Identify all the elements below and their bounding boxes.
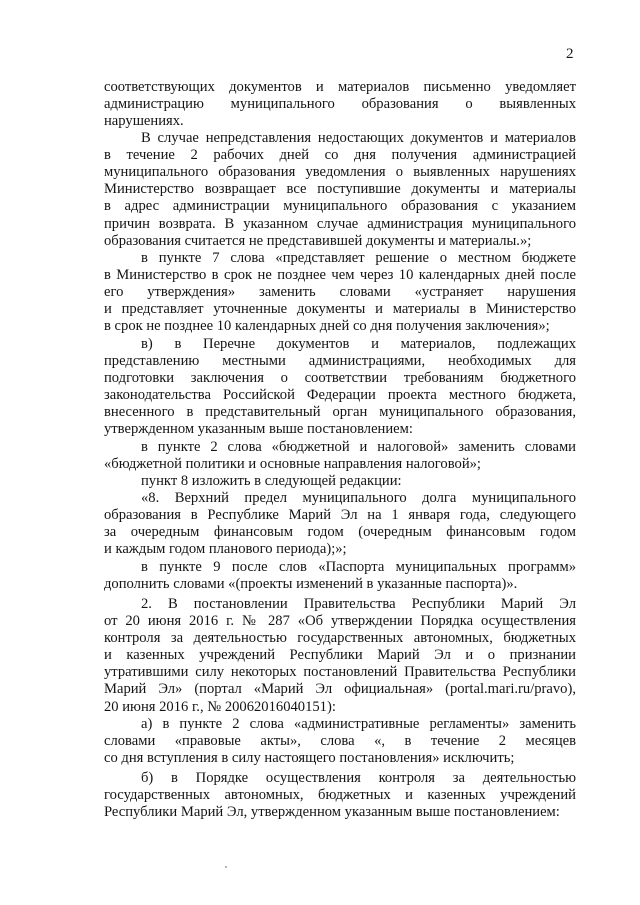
text-line: со дня вступления в силу настоящего постановления» исключить; xyxy=(104,750,515,766)
text-line: Марий Эл» (портал «Марий Эл официальная» (portal.mari.ru/pravo), xyxy=(104,681,576,697)
text-line: представлению местными администрациями, необходимых для xyxy=(104,353,576,369)
text-line: словами «правовые акты», слова «, в течение 2 месяцев xyxy=(104,733,576,749)
text-line: в срок не позднее 10 календарных дней со дня получения заключения»; xyxy=(104,318,550,334)
text-line: законодательства Российской Федерации проекта местного бюджета, xyxy=(104,387,576,403)
text-line: в адрес администрации муниципального образования с указанием xyxy=(104,198,576,214)
text-line: причин возврата. В указанном случае администрация муниципального xyxy=(104,216,576,232)
text-line: соответствующих документов и материалов письменно уведомляет xyxy=(104,79,576,95)
text-line: пункт 8 изложить в следующей редакции: xyxy=(141,473,402,489)
text-line: в пункте 2 слова «бюджетной и налоговой» заменить словами xyxy=(141,439,576,455)
text-line: за очередным финансовым годом (очередным финансовым годом xyxy=(104,524,576,540)
text-line: от 20 июня 2016 г. № 287 «Об утверждении Порядка осуществления xyxy=(104,613,576,629)
text-line: а) в пункте 2 слова «административные регламенты» заменить xyxy=(141,716,576,732)
text-line: его утверждения» заменить словами «устраняет нарушения xyxy=(104,284,576,300)
text-line: Министерство возвращает все поступившие документы и материалы xyxy=(104,181,576,197)
text-line: дополнить словами «(проекты изменений в указанные паспорта)». xyxy=(104,576,518,592)
text-line: В случае непредставления недостающих документов и материалов xyxy=(141,130,576,146)
text-line: в пункте 9 после слов «Паспорта муниципальных программ» xyxy=(141,559,576,575)
text-line: утратившими силу некоторых постановлений Правительства Республики xyxy=(104,664,576,680)
page-number: 2 xyxy=(566,46,574,62)
text-line: и каждым годом планового периода);»; xyxy=(104,541,347,557)
text-line: в течение 2 рабочих дней со дня получения администрацией xyxy=(104,147,576,163)
text-line: администрацию муниципального образования о выявленных xyxy=(104,96,576,112)
text-line: утвержденном указанным выше постановлением: xyxy=(104,421,413,437)
text-line: внесенного в представительный орган муниципального образования, xyxy=(104,404,576,420)
text-line: и казенных учреждений Республики Марий Эл и о признании xyxy=(104,647,576,663)
text-line: в Министерство в срок не позднее чем через 10 календарных дней после xyxy=(104,267,576,283)
text-line: образования в Республике Марий Эл на 1 января года, следующего xyxy=(104,507,576,523)
text-line: в) в Перечне документов и материалов, подлежащих xyxy=(141,336,576,352)
text-line: образования считается не представившей документы и материалы.»; xyxy=(104,233,532,249)
text-line: контроля за деятельностью государственных автономных, бюджетных xyxy=(104,630,576,646)
scan-speck xyxy=(225,866,227,868)
text-line: «8. Верхний предел муниципального долга муниципального xyxy=(141,490,576,506)
text-line: б) в Порядке осуществления контроля за деятельностью xyxy=(141,770,576,786)
text-line: в пункте 7 слова «представляет решение о местном бюджете xyxy=(141,250,576,266)
text-line: Республики Марий Эл, утвержденном указанным выше постановлением: xyxy=(104,804,560,820)
text-line: 20 июня 2016 г., № 20062016040151): xyxy=(104,699,336,715)
text-line: «бюджетной политики и основные направления налоговой»; xyxy=(104,456,481,472)
text-line: нарушениях. xyxy=(104,113,184,129)
text-line: и представляет уточненные документы и материалы в Министерство xyxy=(104,301,576,317)
text-line: государственных автономных, бюджетных и казенных учреждений xyxy=(104,787,576,803)
text-line: подготовки заключения о соответствии требованиям бюджетного xyxy=(104,370,576,386)
text-line: 2. В постановлении Правительства Республики Марий Эл xyxy=(141,596,576,612)
text-line: муниципального образования уведомления о выявленных нарушениях xyxy=(104,164,576,180)
